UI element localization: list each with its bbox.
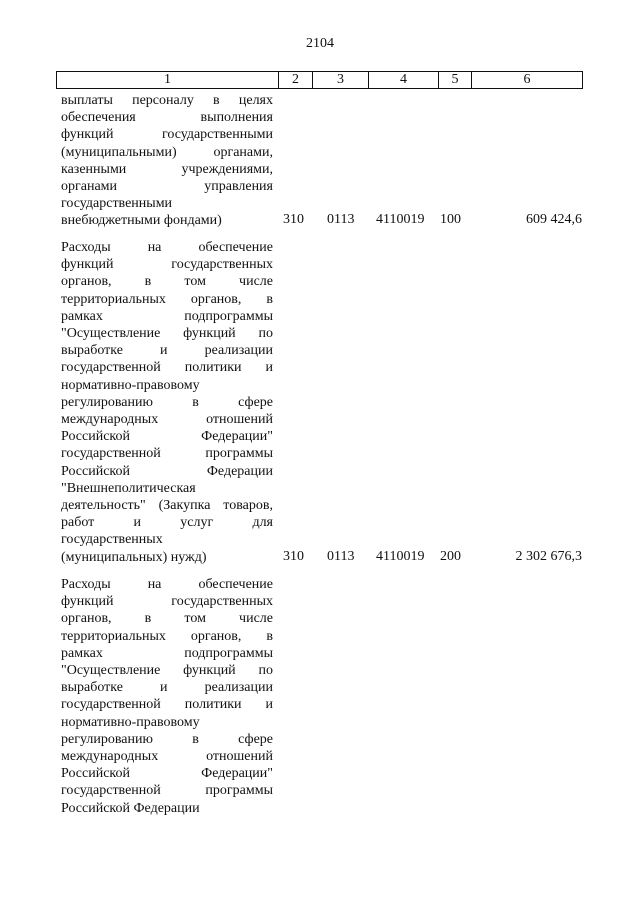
table-header-row (56, 71, 583, 89)
description-line: Российской Федерации" (61, 429, 273, 445)
header-cell-2: 2 (279, 72, 313, 88)
description-line: органами управления (61, 179, 273, 195)
description-line: работ и услуг для (61, 515, 273, 531)
description-line: регулированию в сфере (61, 731, 273, 747)
description-line: внебюджетными фондами) (61, 213, 222, 229)
description-line: "Осуществление функций по (61, 663, 273, 679)
row-description (61, 576, 273, 817)
cell-col4: 4110019 (376, 212, 425, 228)
description-line: функций государственных (61, 594, 273, 610)
description-line: деятельность" (Закупка товаров, (61, 498, 273, 514)
description-line: нормативно-правовому (61, 714, 200, 730)
description-line: государственной программы (61, 446, 273, 462)
cell-col4: 4110019 (376, 548, 425, 564)
cell-col3: 0113 (327, 548, 355, 564)
description-line: территориальных органов, в (61, 291, 273, 307)
description-line: государственной программы (61, 783, 273, 799)
cell-col6: 609 424,6 (526, 212, 582, 228)
description-line: международных отношений (61, 749, 273, 765)
description-line: функций государственными (61, 127, 273, 143)
header-cell-6: 6 (523, 72, 531, 87)
description-line: государственной политики и (61, 360, 273, 376)
cell-col6: 2 302 676,3 (515, 548, 582, 564)
description-line: (муниципальными) органами, (61, 144, 273, 160)
description-line: рамках подпрограммы (61, 308, 273, 324)
page-number: 2104 (306, 36, 334, 51)
description-line: Российской Федерации" (61, 766, 273, 782)
description-line: органов, в том числе (61, 274, 273, 290)
description-line: Расходы на обеспечение (61, 577, 273, 592)
cell-col5: 200 (440, 548, 461, 564)
cell-col5: 100 (440, 212, 461, 228)
description-line: выплаты персоналу в целях (61, 93, 273, 108)
description-line: международных отношений (61, 412, 273, 428)
row-description (61, 239, 273, 566)
header-cell-3: 3 (313, 72, 369, 88)
description-line: казенными учреждениями, (61, 161, 273, 177)
description-line: выработке и реализации (61, 343, 273, 359)
description-line: органов, в том числе (61, 611, 273, 627)
description-line: государственных (61, 532, 163, 548)
description-line: (муниципальных) нужд) (61, 549, 207, 565)
header-cell-1: 1 (57, 72, 279, 88)
header-cell-4: 4 (369, 72, 439, 88)
description-line: регулированию в сфере (61, 394, 273, 410)
description-line: нормативно-правовому (61, 377, 200, 393)
description-line: Расходы на обеспечение (61, 240, 273, 255)
description-line: территориальных органов, в (61, 628, 273, 644)
description-line: "Внешнеполитическая (61, 480, 196, 496)
description-line: Российской Федерации (61, 800, 200, 816)
description-line: государственными (61, 196, 173, 212)
description-line: рамках подпрограммы (61, 645, 273, 661)
header-cell-5: 5 (439, 72, 472, 88)
description-line: Российской Федерации (61, 463, 273, 479)
description-line: обеспечения выполнения (61, 110, 273, 126)
description-line: выработке и реализации (61, 680, 273, 696)
cell-col3: 0113 (327, 212, 355, 228)
description-line: государственной политики и (61, 697, 273, 713)
description-line: функций государственных (61, 257, 273, 273)
description-line: "Осуществление функций по (61, 326, 273, 342)
cell-col2: 310 (283, 212, 304, 228)
cell-col2: 310 (283, 548, 304, 564)
row-description (61, 92, 273, 230)
